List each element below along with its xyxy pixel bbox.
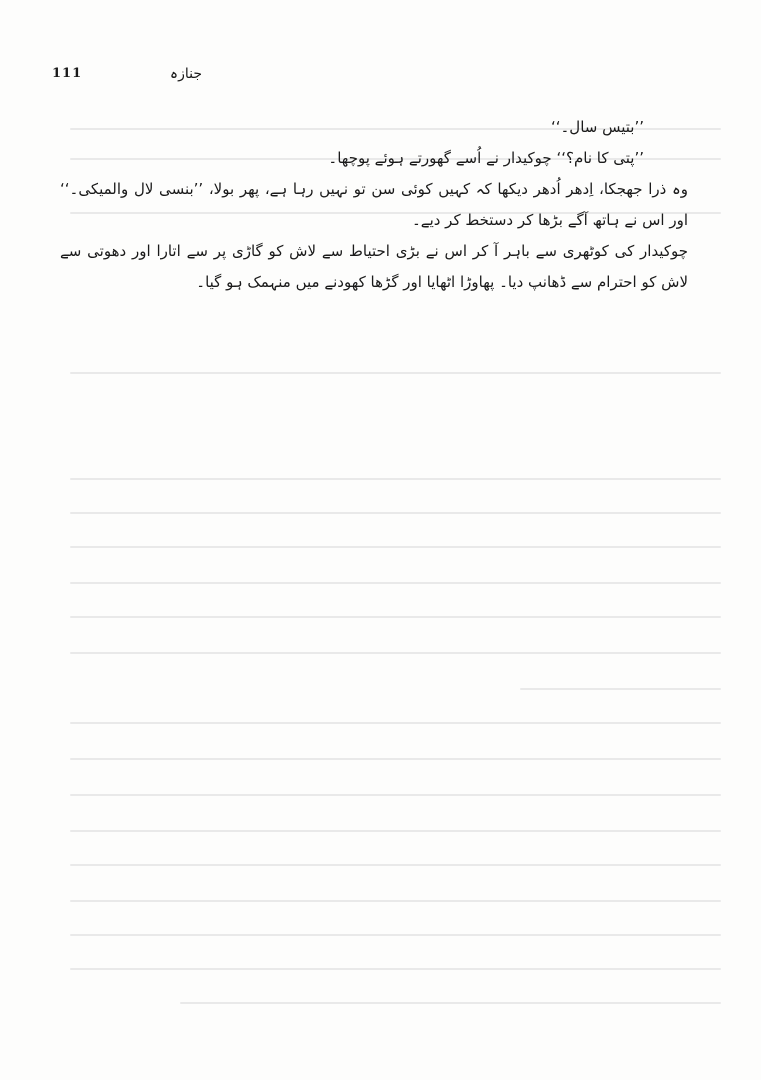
bleed-through-line bbox=[70, 478, 721, 480]
bleed-through-line bbox=[70, 722, 721, 724]
bleed-through-line bbox=[70, 830, 721, 832]
dialogue-age-reply: ’’بتیس سال۔‘‘ bbox=[550, 118, 644, 136]
bleed-through-line bbox=[70, 512, 721, 514]
body-text bbox=[60, 112, 688, 298]
page-number: 111 bbox=[52, 66, 83, 81]
bleed-through-line bbox=[70, 934, 721, 936]
bleed-through-line bbox=[70, 652, 721, 654]
bleed-through-line bbox=[70, 582, 721, 584]
dialogue-husband-name-question: ’’پتی کا نام؟‘‘ چوکیدار نے اُسے گھورتے ہوئے پوچھا۔ bbox=[328, 149, 644, 167]
bleed-through-line bbox=[520, 688, 721, 690]
page-header bbox=[52, 66, 202, 90]
running-title: جنازہ bbox=[169, 66, 202, 82]
paragraph-signature: وہ ذرا جھجکا، اِدھر اُدھر دیکھا کہ کہیں کوئی سن تو نہیں رہا ہے، پھر بولا، ’’بنسی لال والمیکی۔‘‘ اور اس نے ہاتھ آگے بڑھا کر دستخط کر دیے۔ bbox=[60, 180, 688, 229]
bleed-through-line bbox=[70, 372, 721, 374]
paragraph-burial: چوکیدار کی کوٹھری سے باہر آ کر اس نے بڑی احتیاط سے لاش کو گاڑی پر سے اتارا اور دھوتی سے لاش کو احترام سے ڈھانپ دیا۔ پھاوڑا اٹھایا اور گڑھا کھودنے میں منہمک ہو گیا۔ bbox=[60, 242, 688, 291]
bleed-through-line bbox=[70, 546, 721, 548]
bleed-through-line bbox=[70, 758, 721, 760]
bleed-through-line bbox=[70, 864, 721, 866]
bleed-through-line bbox=[180, 1002, 721, 1004]
bleed-through-line bbox=[70, 968, 721, 970]
bleed-through-line bbox=[70, 900, 721, 902]
bleed-through-line bbox=[70, 616, 721, 618]
bleed-through-line bbox=[70, 794, 721, 796]
